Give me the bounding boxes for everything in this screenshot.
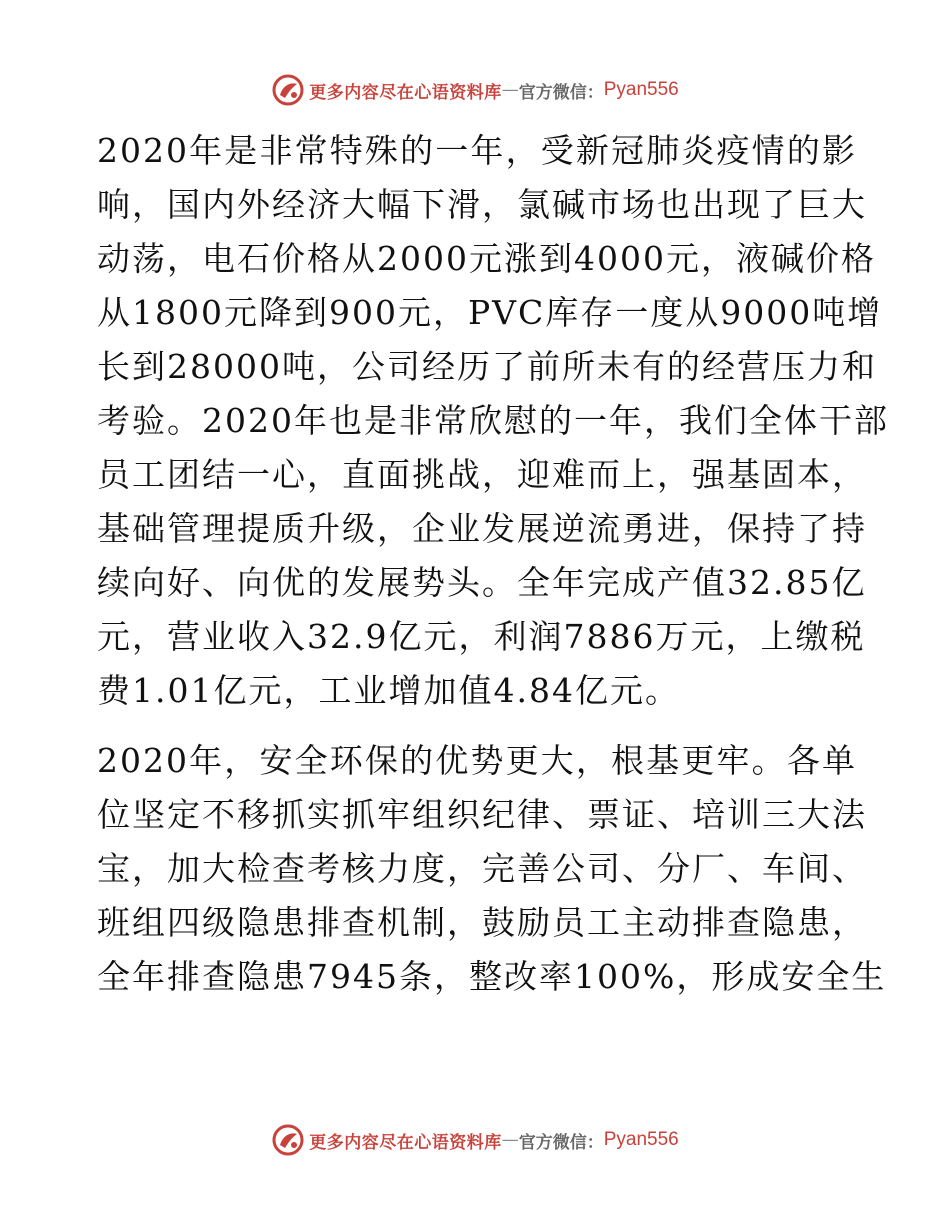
document-body (97, 124, 889, 1004)
paragraph-2 (97, 734, 887, 1004)
watermark-text: 更多内容尽在心语资料库 (309, 82, 502, 103)
watermark-wechat-id: Pyan556 (603, 79, 679, 100)
text-line: 2020年，安全环保的优势更大，根基更牢。各单 (97, 741, 857, 780)
text-line: 2020年是非常特殊的一年，受新冠肺炎疫情的影 (97, 131, 857, 170)
text-line: 从1800元降到900元，PVC库存一度从9000吨增 (97, 293, 883, 332)
text-line: 考验。2020年也是非常欣慰的一年，我们全体干部 (97, 401, 889, 440)
text-line: 员工团结一心，直面挑战，迎难而上，强基固本， (97, 455, 867, 494)
text-line: 长到28000吨，公司经历了前所未有的经营压力和 (97, 347, 877, 386)
paragraph-1 (97, 124, 889, 718)
watermark-dash: — (501, 1130, 519, 1150)
watermark-dash: — (501, 80, 519, 100)
text-line: 动荡，电石价格从2000元涨到4000元，液碱价格 (97, 239, 876, 278)
text-line: 全年排查隐患7945条，整改率100%，形成安全生 (97, 957, 887, 996)
text-line: 宝，加大检查考核力度，完善公司、分厂、车间、 (97, 849, 867, 888)
watermark-wechat-label: 官方微信： (518, 82, 604, 103)
brand-logo-icon (271, 73, 305, 107)
text-line: 响，国内外经济大幅下滑，氯碱市场也出现了巨大 (97, 185, 867, 224)
text-line: 元，营业收入32.9亿元，利润7886万元，上缴税 (97, 617, 866, 656)
watermark-wechat-label: 官方微信： (518, 1132, 604, 1153)
bottom-watermark-banner (0, 1120, 950, 1160)
paragraph-gap (97, 718, 857, 734)
watermark-wechat-id: Pyan556 (603, 1129, 679, 1150)
text-line: 班组四级隐患排查机制，鼓励员工主动排查隐患， (97, 903, 867, 942)
watermark-text: 更多内容尽在心语资料库 (309, 1132, 502, 1153)
text-line: 位坚定不移抓实抓牢组织纪律、票证、培训三大法 (97, 795, 867, 834)
text-line: 基础管理提质升级，企业发展逆流勇进，保持了持 (97, 509, 867, 548)
text-line: 费1.01亿元，工业增加值4.84亿元。 (97, 671, 680, 710)
brand-logo-icon (271, 1123, 305, 1157)
text-line: 续向好、向优的发展势头。全年完成产值32.85亿 (97, 563, 867, 602)
top-watermark-banner (0, 70, 950, 110)
